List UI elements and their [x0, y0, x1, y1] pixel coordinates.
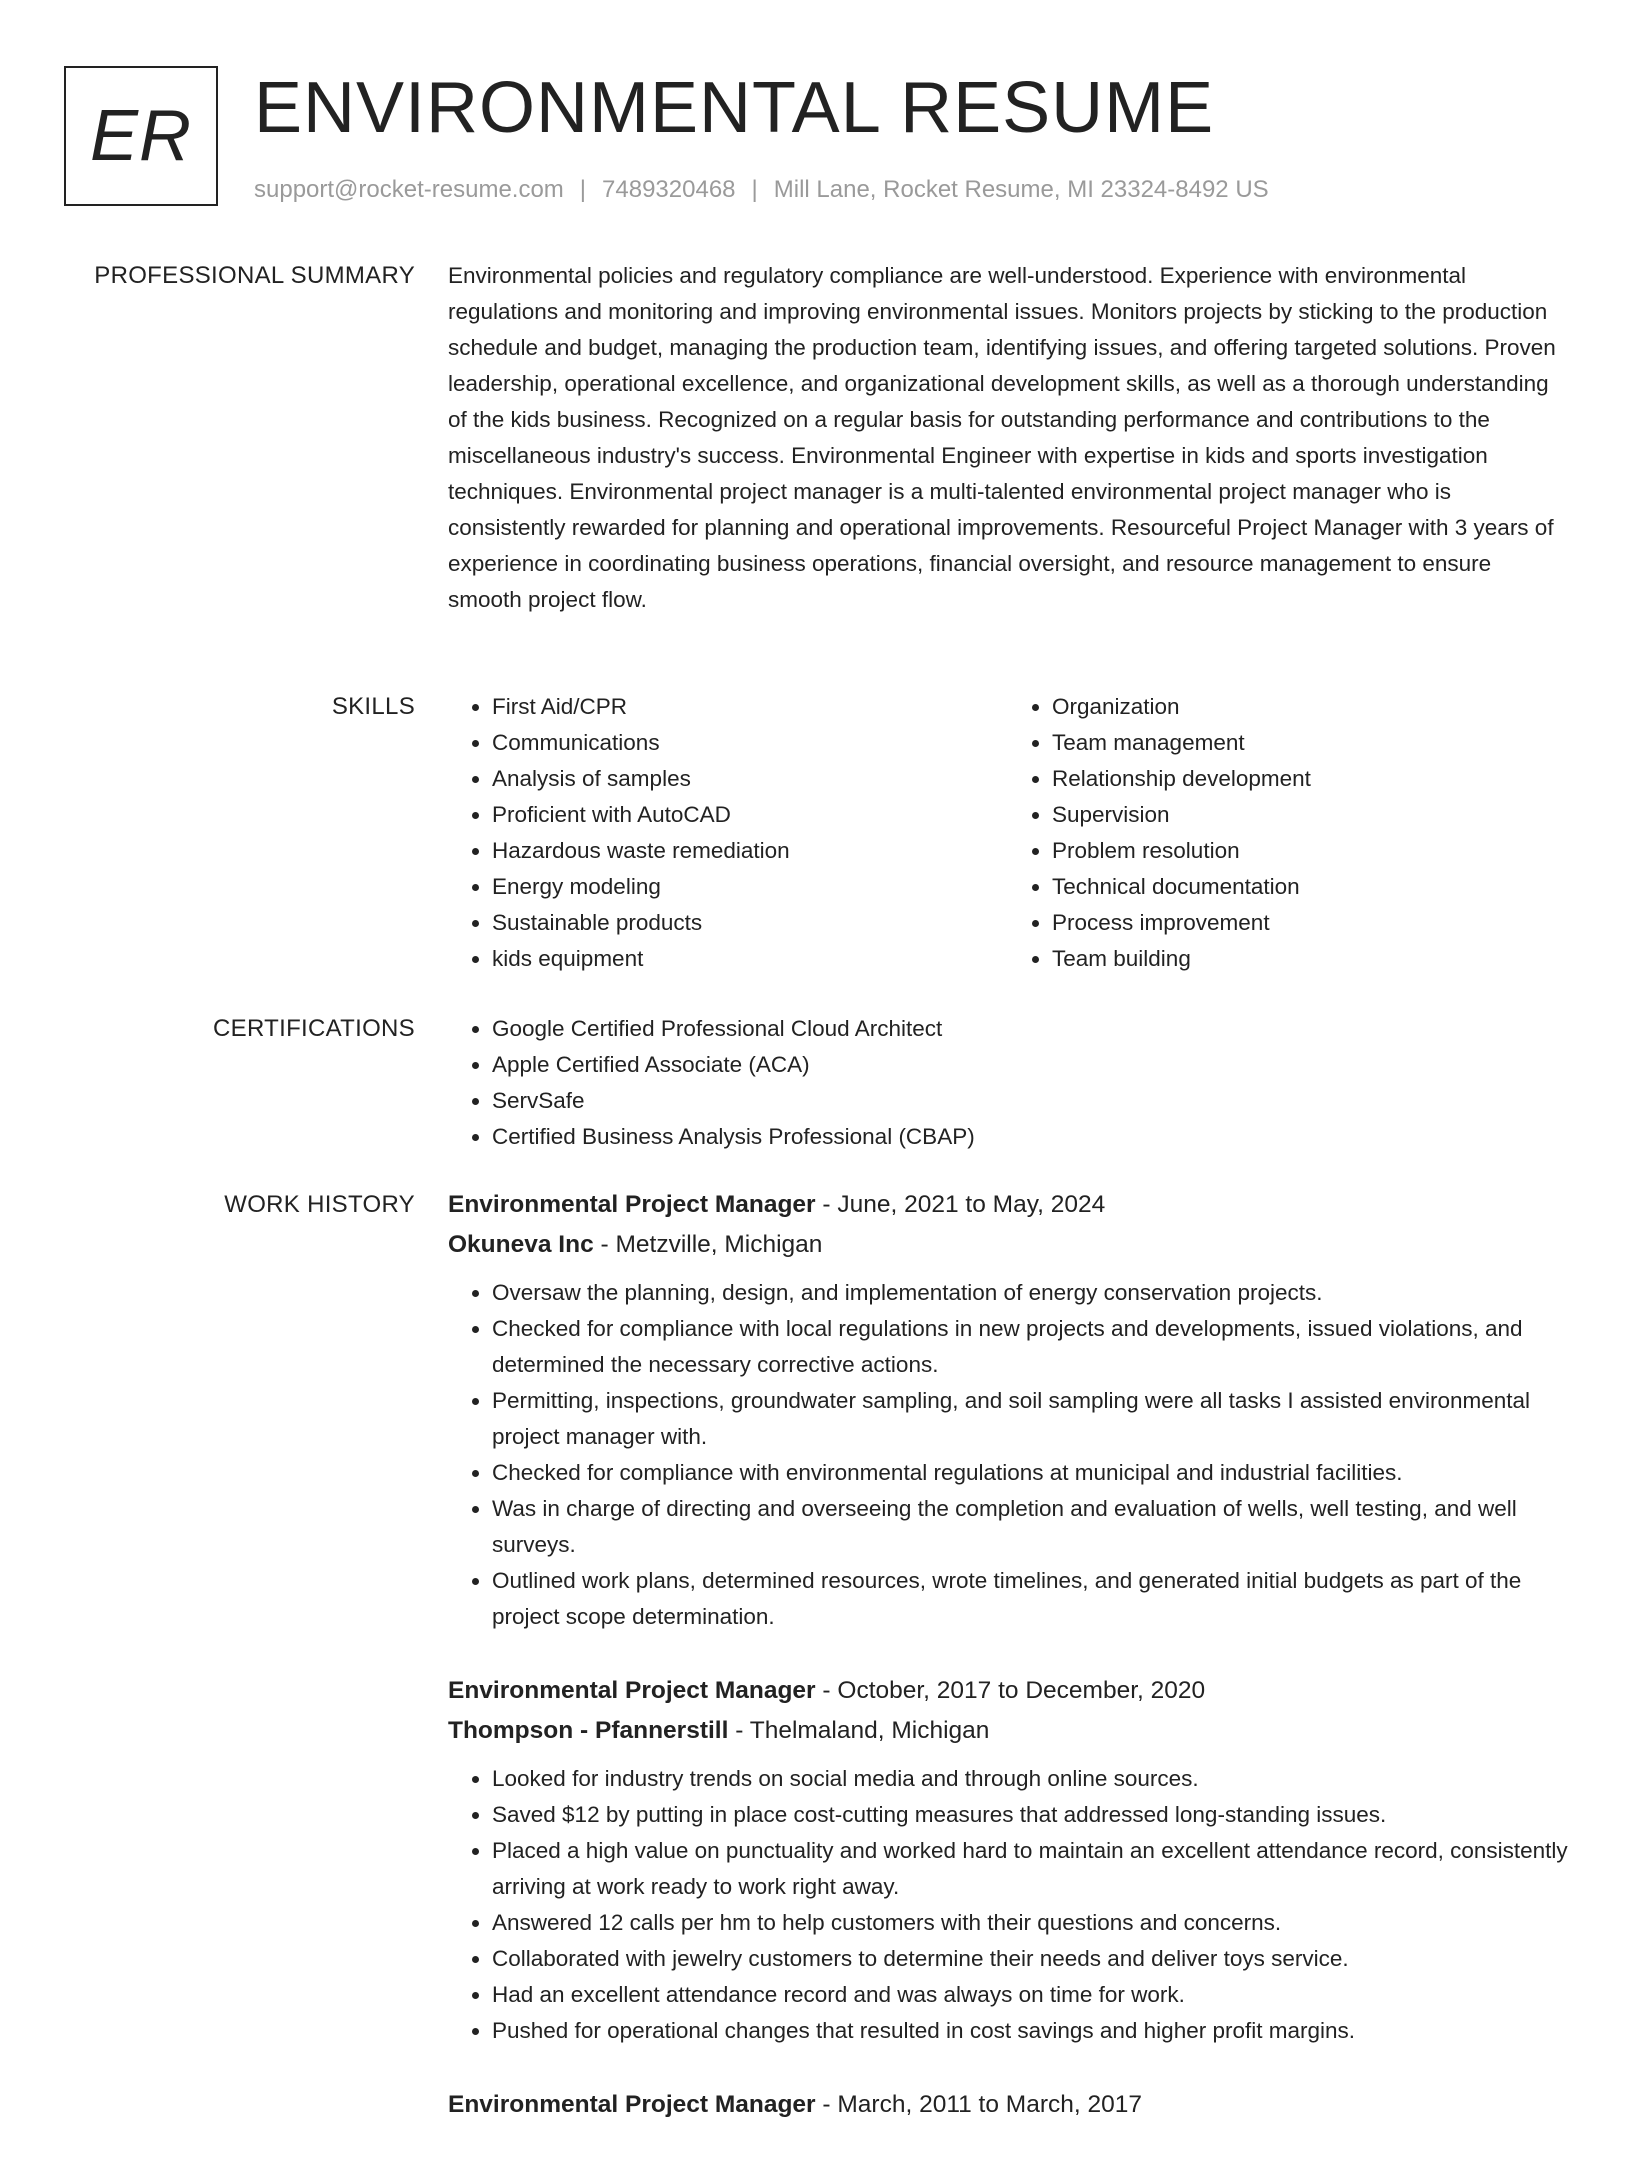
job-entry [448, 1671, 1568, 2049]
skill-item: • Organization [1052, 689, 1568, 725]
job-bullet: • Permitting, inspections, groundwater sampling, and soil sampling were all tasks I assisted environmental project manager with. [492, 1383, 1568, 1455]
skill-item: • Supervision [1052, 797, 1568, 833]
job-entry [448, 2085, 1568, 2125]
skills-list-right [1008, 689, 1568, 977]
skills-body [448, 689, 1568, 977]
job-title: Environmental Project Manager [448, 1191, 816, 1218]
certification-item: • ServSafe [492, 1083, 1568, 1119]
section-label-certifications: CERTIFICATIONS [213, 1015, 415, 1042]
job-company: Thompson - Pfannerstill [448, 1717, 729, 1744]
job-title-line [448, 1671, 1568, 1711]
skill-item: • Relationship development [1052, 761, 1568, 797]
job-entry [448, 1185, 1568, 1635]
monogram-badge: ER [64, 66, 218, 206]
skill-item: • First Aid/CPR [492, 689, 1008, 725]
skill-item: • Team building [1052, 941, 1568, 977]
job-bullet: • Was in charge of directing and overseeing the completion and evaluation of wells, well testing, and well surveys. [492, 1491, 1568, 1563]
contact-separator: | [751, 176, 758, 203]
skill-item: • kids equipment [492, 941, 1008, 977]
skill-item: • Sustainable products [492, 905, 1008, 941]
skill-item: • Technical documentation [1052, 869, 1568, 905]
job-bullet: • Had an excellent attendance record and was always on time for work. [492, 1977, 1568, 2013]
skill-item: • Process improvement [1052, 905, 1568, 941]
job-bullet: • Pushed for operational changes that resulted in cost savings and higher profit margins. [492, 2013, 1568, 2049]
resume-header [64, 66, 1564, 210]
summary-text: Environmental policies and regulatory compliance are well-understood. Experience with environmental regulations and monitoring and improving environmental issues. Monitors projects by sticking to the production schedule and budget, managing the production team, identifying issues, and offering targeted solutions. Proven leadership, operational excellence, and organizational development skills, as well as a thorough understanding of the kids business. Recognized on a regular basis for outstanding performance and contributions to the miscellaneous industry's success. Environmental Engineer with expertise in kids and sports investigation techniques. Environmental project manager is a multi-talented environmental project manager who is consistently rewarded for planning and operational improvements. Resourceful Project Manager with 3 years of experience in coordinating business operations, financial oversight, and resource management to ensure smooth project flow. [448, 263, 1556, 612]
certifications-body [448, 1011, 1568, 1155]
job-dates: - June, 2021 to May, 2024 [815, 1191, 1106, 1218]
job-dates: - October, 2017 to December, 2020 [815, 1677, 1206, 1704]
section-label-summary: PROFESSIONAL SUMMARY [94, 262, 415, 289]
skill-item: • Energy modeling [492, 869, 1008, 905]
job-title: Environmental Project Manager [448, 2091, 816, 2118]
work-history-body [448, 1185, 1568, 2161]
contact-address: Mill Lane, Rocket Resume, MI 23324-8492 US [773, 176, 1269, 203]
certification-item: • Google Certified Professional Cloud Architect [492, 1011, 1568, 1047]
contact-phone: 7489320468 [602, 176, 736, 203]
job-bullet: • Answered 12 calls per hm to help customers with their questions and concerns. [492, 1905, 1568, 1941]
contact-email: support@rocket-resume.com [254, 176, 564, 203]
job-bullet: • Placed a high value on punctuality and worked hard to maintain an excellent attendance record, consistently arriving at work ready to work right away. [492, 1833, 1568, 1905]
job-bullet: • Checked for compliance with environmental regulations at municipal and industrial facilities. [492, 1455, 1568, 1491]
skill-item: • Hazardous waste remediation [492, 833, 1008, 869]
job-company: Okuneva Inc [448, 1231, 594, 1258]
resume-title: ENVIRONMENTAL RESUME [254, 68, 1215, 148]
job-bullet: • Collaborated with jewelry customers to determine their needs and deliver toys service. [492, 1941, 1568, 1977]
job-company-line [448, 1225, 1568, 1265]
section-label-skills: SKILLS [331, 693, 415, 720]
job-bullet: • Outlined work plans, determined resources, wrote timelines, and generated initial budgets as part of the project scope determination. [492, 1563, 1568, 1635]
job-bullet: • Looked for industry trends on social media and through online sources. [492, 1761, 1568, 1797]
summary-body [448, 258, 1568, 618]
skill-item: • Analysis of samples [492, 761, 1008, 797]
job-bullet: • Oversaw the planning, design, and implementation of energy conservation projects. [492, 1275, 1568, 1311]
contact-line [254, 176, 1269, 204]
job-dates: - March, 2011 to March, 2017 [815, 2091, 1142, 2118]
certifications-list [448, 1011, 1568, 1155]
skill-item: • Communications [492, 725, 1008, 761]
job-title-line [448, 2085, 1568, 2125]
job-bullet: • Saved $12 by putting in place cost-cutting measures that addressed long-standing issues. [492, 1797, 1568, 1833]
section-label-work-history: WORK HISTORY [224, 1191, 415, 1218]
job-title-line [448, 1185, 1568, 1225]
skill-item: • Problem resolution [1052, 833, 1568, 869]
certification-item: • Certified Business Analysis Professional (CBAP) [492, 1119, 1568, 1155]
job-location: - Metzville, Michigan [593, 1231, 823, 1258]
job-bullets [448, 1275, 1568, 1635]
job-bullets [448, 1761, 1568, 2049]
job-bullet: • Checked for compliance with local regulations in new projects and developments, issued violations, and determined the necessary corrective actions. [492, 1311, 1568, 1383]
skills-list-left [448, 689, 1008, 977]
contact-separator: | [579, 176, 587, 203]
skill-item: • Team management [1052, 725, 1568, 761]
job-title: Environmental Project Manager [448, 1677, 816, 1704]
certification-item: • Apple Certified Associate (ACA) [492, 1047, 1568, 1083]
job-company-line [448, 1711, 1568, 1751]
job-location: - Thelmaland, Michigan [728, 1717, 990, 1744]
skill-item: • Proficient with AutoCAD [492, 797, 1008, 833]
